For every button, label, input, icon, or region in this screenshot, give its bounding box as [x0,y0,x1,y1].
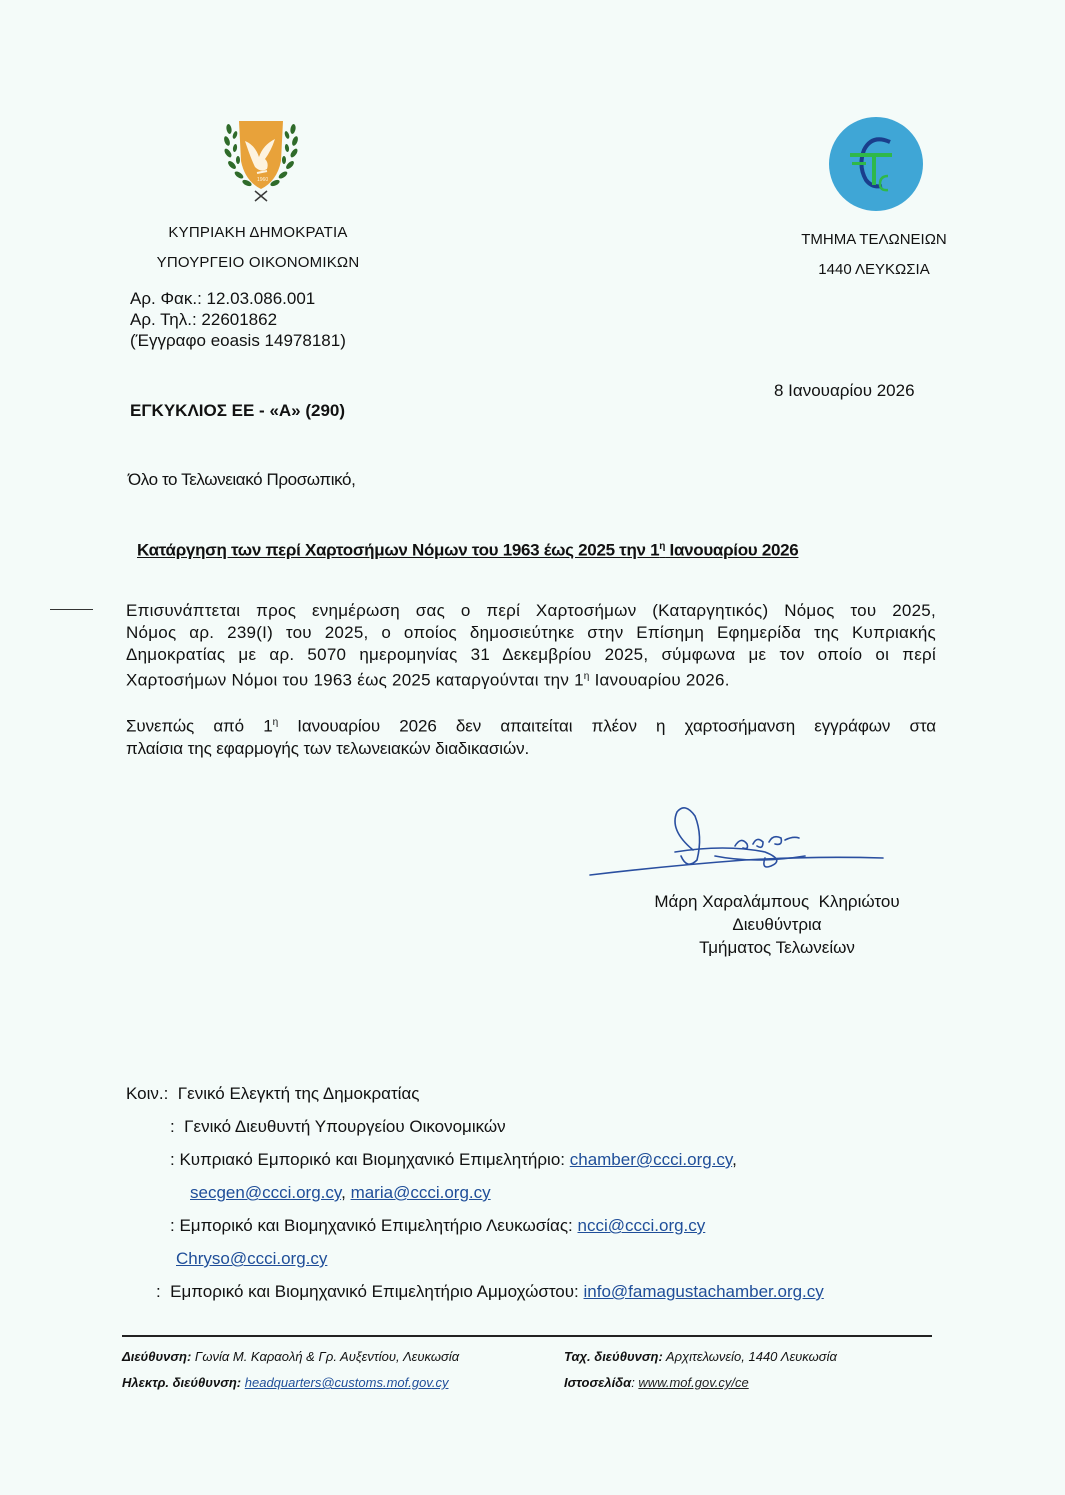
file-number: Αρ. Φακ.: 12.03.086.001 [130,289,316,308]
email-link[interactable]: info@famagustachamber.org.cy [583,1282,824,1301]
email-link[interactable]: chamber@ccci.org.cy [569,1150,733,1169]
paragraph-line [126,712,936,738]
department-block [770,225,978,285]
email-link[interactable]: secgen@ccci.org.cy [190,1183,342,1202]
document-date: 8 Ιανουαρίου 2026 [774,381,915,400]
cc-recipient: : Εμπορικό και Βιομηχανικό Επιμελητήριο Λευκωσίας: [170,1216,578,1235]
cc-recipient: Γενικό Ελεγκτή της Δημοκρατίας [177,1084,420,1103]
signer-name: Μάρη Χαραλάμπους Κληριώτου [654,892,900,911]
footer-label: Ηλεκτρ. διεύθυνση: [122,1375,242,1390]
ministry-name: ΥΠΟΥΡΓΕΙΟ ΟΙΚΟΝΟΜΙΚΩΝ [156,254,360,271]
paragraph-line [126,666,936,692]
paragraph-text: Χαρτοσήμων Νόμοι του 1963 έως 2025 καταργούνται την 1 [126,670,584,690]
cc-item [176,1242,327,1275]
footer-address [122,1347,459,1367]
footer-value: Αρχιτελωνείο, 1440 Λευκωσία [662,1349,837,1364]
footer-label: Ταχ. διεύθυνση: [564,1349,663,1364]
svg-text:1960: 1960 [257,177,269,183]
subject-line [137,535,798,562]
body-paragraph-2 [126,712,936,760]
paragraph-line: Νόμος αρ. 239(Ι) του 2025, ο οποίος δημοσιεύτηκε στην Επίσημη Εφημερίδα της Κυπριακής [126,623,936,642]
ordinal: η [583,671,590,682]
cc-label: Κοιν.: [126,1084,169,1103]
footer-email [122,1373,448,1393]
cc-recipient: : Εμπορικό και Βιομηχανικό Επιμελητήριο Αμμοχώστου: [156,1282,584,1301]
footer-website-link[interactable]: www.mof.gov.cy/ce [638,1375,749,1390]
footer-website: Ιστοσελίδα: www.mof.gov.cy/ce [564,1375,749,1390]
paragraph-line: πλαίσια της εφαρμογής των τελωνειακών διαδικασιών. [126,738,530,758]
cc-recipient: : Κυπριακό Εμπορικό και Βιομηχανικό Επιμελητήριο: [170,1150,570,1169]
paragraph-text: Συνεπώς από 1 [126,716,273,736]
paragraph-line: Επισυνάπτεται προς ενημέρωση σας ο περί Χαρτοσήμων (Καταργητικός) Νόμος του 2025, [126,601,936,620]
footer-label: Διεύθυνση: [122,1349,192,1364]
subject-text: Κατάργηση των περί Χαρτοσήμων Νόμων του 1963 έως 2025 την 1 [137,540,660,560]
paragraph-text: Ιανουαρίου 2026 δεν απαιτείται πλέον η χαρτοσήμανση εγγράφων στα [278,716,937,736]
footer-divider [122,1335,932,1337]
republic-name: ΚΥΠΡΙΑΚΗ ΔΗΜΟΚΡΑΤΙΑ [168,224,348,241]
footer-postal [564,1347,837,1367]
paragraph-line: Δημοκρατίας με αρ. 5070 ημερομηνίας 31 Δεκεμβρίου 2025, σύμφωνα με τον οποίο οι περί [126,645,936,664]
footer-email-link[interactable]: headquarters@customs.mof.gov.cy [244,1375,449,1390]
cc-item: : Γενικό Διευθυντή Υπουργείου Οικονομικών [170,1117,506,1136]
issuer-block [130,218,386,278]
department-name: ΤΜΗΜΑ ΤΕΛΩΝΕΙΩΝ [801,231,947,248]
signer-title: Διευθύντρια [732,915,822,934]
margin-mark [50,609,93,610]
cc-item [126,1077,419,1110]
body-paragraph-1 [126,600,936,692]
ordinal: η [272,717,279,728]
cc-item [156,1275,824,1308]
cc-item: secgen@ccci.org.cy, maria@ccci.org.cy [190,1183,491,1202]
phone-number: Αρ. Τηλ.: 22601862 [130,310,278,329]
cc-list [126,1077,946,1317]
cc-item [170,1209,705,1242]
email-link[interactable]: Chryso@ccci.org.cy [176,1249,328,1268]
document-id: (Έγγραφο eoasis 14978181) [130,331,346,350]
signer-department: Τμήματος Τελωνείων [699,938,855,957]
cyprus-coat-of-arms-icon [215,115,307,207]
reference-block [130,288,346,351]
signer-block [612,890,942,959]
greeting: Όλο το Τελωνειακό Προσωπικό, [128,470,356,489]
subject-ordinal: η [659,541,666,552]
department-city: 1440 ΛΕΥΚΩΣΙΑ [818,261,930,278]
paragraph-text: Ιανουαρίου 2026. [589,670,730,690]
cc-item: : Κυπριακό Εμπορικό και Βιομηχανικό Επιμελητήριο: chamber@ccci.org.cy, [170,1150,737,1169]
customs-department-logo-icon [828,116,924,212]
footer-label: Ιστοσελίδα [564,1375,632,1390]
footer-value: Γωνία Μ. Καραολή & Γρ. Αυξεντίου, Λευκωσία [191,1349,460,1364]
email-link[interactable]: ncci@ccci.org.cy [577,1216,706,1235]
subject-date: Ιανουαρίου 2026 [665,540,799,560]
handwritten-signature-icon [585,800,885,880]
email-link[interactable]: maria@ccci.org.cy [350,1183,491,1202]
circular-title: ΕΓΚΥΚΛΙΟΣ ΕΕ - «Α» (290) [130,401,346,420]
